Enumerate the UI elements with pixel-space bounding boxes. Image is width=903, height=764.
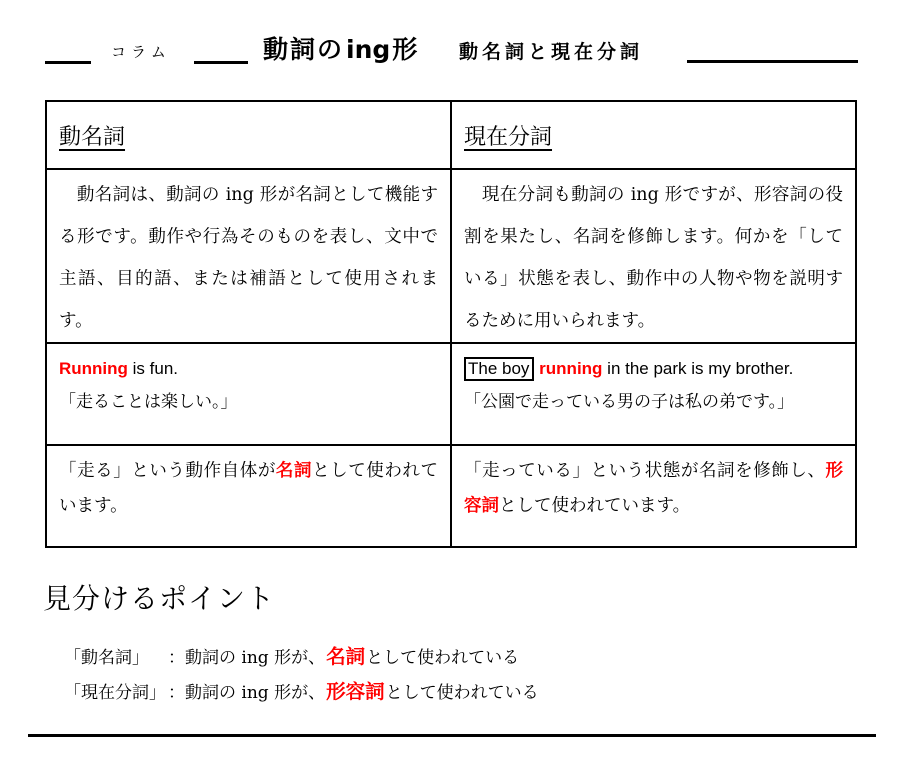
page-subtitle: 動名詞と現在分詞 — [459, 41, 644, 63]
point-item-gerund — [64, 641, 539, 676]
gerund-example-highlight: Running — [59, 359, 128, 378]
point-text-after: として使われている — [385, 683, 539, 703]
points-heading: 見分けるポイント — [43, 582, 276, 615]
gerund-note-after: として使われています。 — [59, 461, 439, 516]
note-row — [46, 445, 856, 547]
gerund-description-cell: 動名詞は、動詞の ing 形が名詞として機能する形です。動作や行為そのものを表し、文中で主語、目的語、または補語として使用されます。 — [46, 169, 451, 343]
participle-note-after: として使われています。 — [499, 496, 691, 516]
column-label: コラム — [111, 43, 171, 61]
point-item-participle — [64, 676, 539, 711]
point-text-before: ：動詞の ing 形が、 — [168, 648, 326, 668]
gerund-header-cell — [46, 101, 451, 169]
gerund-header-label: 動名詞 — [59, 124, 126, 150]
page-title-ing: ing — [346, 35, 391, 64]
gerund-example-cell — [46, 343, 451, 445]
fill-in-blank-middle — [194, 61, 248, 64]
page-title — [263, 30, 419, 66]
participle-example-highlight: running — [539, 359, 603, 378]
page-title-post: 形 — [392, 35, 420, 64]
points-list — [64, 641, 539, 711]
participle-header-cell — [451, 101, 856, 169]
participle-example-japanese: 「公園で走っている男の子は私の弟です。」 — [464, 392, 795, 412]
footer-rule — [28, 734, 876, 737]
example-row — [46, 343, 856, 445]
gerund-example-japanese: 「走ることは楽しい。」 — [59, 392, 238, 412]
gerund-example-rest: is fun. — [127, 359, 179, 378]
gerund-note-cell — [46, 445, 451, 547]
point-highlight: 名詞 — [326, 645, 366, 668]
point-term: 「現在分詞」 — [64, 683, 166, 703]
participle-note-highlight: 形容詞 — [464, 461, 843, 516]
point-highlight: 形容詞 — [326, 680, 385, 703]
gerund-example-english — [59, 356, 438, 382]
gerund-note-before: 「走る」という動作自体が — [59, 461, 276, 481]
participle-example-rest: in the park is my brother. — [602, 359, 794, 378]
participle-example-boxed-subject: The boy — [464, 357, 534, 381]
fill-in-blank-left — [45, 61, 91, 64]
participle-example-cell — [451, 343, 856, 445]
point-term: 「動名詞」 — [64, 648, 149, 668]
gerund-note-highlight: 名詞 — [275, 461, 313, 481]
table-header-row — [46, 101, 856, 169]
participle-example-english — [464, 356, 843, 382]
participle-header-label: 現在分詞 — [464, 124, 553, 150]
participle-note-cell — [451, 445, 856, 547]
participle-description-cell: 現在分詞も動詞の ing 形ですが、形容詞の役割を果たし、名詞を修飾します。何かを「している」状態を表し、動作中の人物や物を説明するために用いられます。 — [451, 169, 856, 343]
comparison-table — [45, 100, 857, 548]
page-title-pre: 動詞の — [263, 35, 345, 64]
fill-in-blank-right — [687, 60, 858, 63]
point-text-before: ：動詞の ing 形が、 — [168, 683, 326, 703]
point-text-after: として使われている — [366, 648, 520, 668]
participle-note-before: 「走っている」という状態が名詞を修飾し、 — [464, 461, 826, 481]
description-row — [46, 169, 856, 343]
